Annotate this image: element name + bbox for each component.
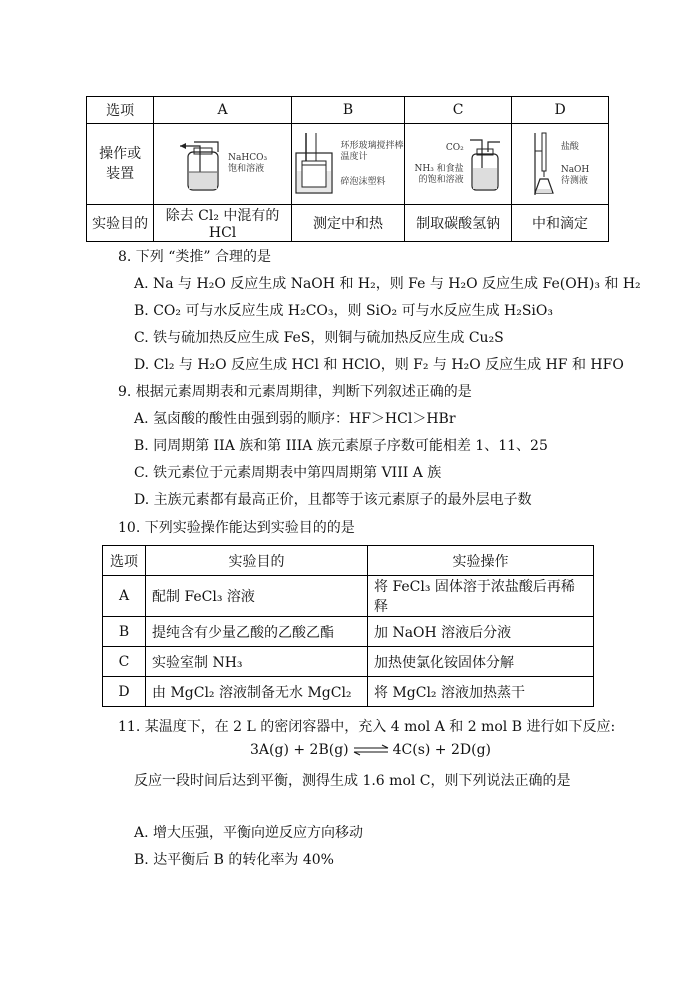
experiment-table: [102, 545, 594, 707]
row-option: B: [103, 617, 146, 647]
purpose-b: 测定中和热: [291, 205, 404, 242]
row-operation: 将 FeCl₃ 固体溶于浓盐酸后再稀释: [368, 576, 594, 617]
row-purpose: 实验室制 NH₃: [146, 647, 368, 677]
header-operation: 实验操作: [368, 546, 594, 576]
reaction-equation: [250, 742, 491, 758]
header-c: C: [405, 97, 512, 124]
question-11-stem: 11. 某温度下，在 2 L 的密闭容器中，充入 4 mol A 和 2 mol B 进行如下反应:: [118, 719, 616, 735]
fig-cell-c: [405, 124, 512, 205]
fig-a-label-1: NaHCO₃: [228, 153, 268, 163]
bubbling-bottle-icon: [468, 134, 502, 194]
fig-d-label-3: 待测液: [560, 175, 588, 186]
question-10-stem: 10. 下列实验操作能达到实验目的的是: [118, 520, 355, 536]
table-row: [103, 647, 594, 677]
fig-b-label-3: 碎泡沫塑料: [340, 176, 386, 187]
row-operation: 将 MgCl₂ 溶液加热蒸干: [368, 677, 594, 707]
gas-washing-bottle-icon: [178, 134, 224, 194]
equilibrium-arrow-icon: [353, 744, 389, 756]
fig-cell-b: [291, 124, 404, 205]
row-option: D: [103, 677, 146, 707]
row-label-purpose: 实验目的: [87, 205, 154, 242]
row-purpose: 提纯含有少量乙酸的乙酸乙酯: [146, 617, 368, 647]
header-purpose: 实验目的: [146, 546, 368, 576]
option-c: C. 铁元素位于元素周期表中第四周期第 VIII A 族: [134, 465, 442, 481]
table-row: [103, 677, 594, 707]
fig-cell-d: [512, 124, 609, 205]
table-row: [103, 576, 594, 617]
row-operation: 加热使氯化铵固体分解: [368, 647, 594, 677]
fig-a-label-2: 饱和溶液: [228, 164, 265, 174]
fig-d-label-2: NaOH: [560, 164, 590, 175]
fig-c-label-1: CO₂: [445, 142, 464, 153]
option-b: B. 同周期第 IIA 族和第 IIIA 族元素原子序数可能相差 1、11、25: [134, 438, 548, 454]
titration-burette-icon: [531, 131, 557, 197]
question-stem: 9. 根据元素周期表和元素周期律，判断下列叙述正确的是: [118, 384, 472, 400]
fig-c-label-2: NH₃ 和食盐: [414, 163, 464, 174]
purpose-a: 除去 Cl₂ 中混有的 HCl: [154, 205, 292, 242]
purpose-d: 中和滴定: [512, 205, 609, 242]
equation-reactants: 3A(g) + 2B(g): [250, 742, 349, 758]
header-b: B: [291, 97, 404, 124]
calorimeter-icon: [292, 131, 336, 197]
fig-b-label-2: 温度计: [340, 151, 368, 162]
row-purpose: 配制 FeCl₃ 溶液: [146, 576, 368, 617]
header-option: 选项: [103, 546, 146, 576]
row-purpose: 由 MgCl₂ 溶液制备无水 MgCl₂: [146, 677, 368, 707]
question-stem: 8. 下列 “类推” 合理的是: [118, 249, 272, 265]
header-option: 选项: [87, 97, 154, 124]
option-a: A. 氢卤酸的酸性由强到弱的顺序：HF＞HCl＞HBr: [134, 411, 456, 427]
row-option: A: [103, 576, 146, 617]
option-d: D. 主族元素都有最高正价，且都等于该元素原子的最外层电子数: [134, 492, 532, 508]
purpose-c: 制取碳酸氢钠: [405, 205, 512, 242]
question-11-stem-2: 反应一段时间后达到平衡，测得生成 1.6 mol C，则下列说法正确的是: [134, 773, 571, 789]
apparatus-table: [86, 96, 609, 242]
fig-b-label-1: 环形玻璃搅拌棒: [340, 140, 404, 151]
header-d: D: [512, 97, 609, 124]
option-b: B. 达平衡后 B 的转化率为 40%: [134, 852, 334, 868]
row-operation: 加 NaOH 溶液后分液: [368, 617, 594, 647]
fig-cell-a: [154, 124, 292, 205]
equation-products: 4C(s) + 2D(g): [392, 742, 492, 758]
option-b: B. CO₂ 可与水反应生成 H₂CO₃，则 SiO₂ 可与水反应生成 H₂SiO₃: [134, 303, 554, 319]
table-row: [103, 617, 594, 647]
option-a: A. Na 与 H₂O 反应生成 NaOH 和 H₂，则 Fe 与 H₂O 反应生成 Fe(OH)₃ 和 H₂: [134, 276, 641, 292]
fig-d-label-1: 盐酸: [560, 141, 579, 152]
option-d: D. Cl₂ 与 H₂O 反应生成 HCl 和 HClO，则 F₂ 与 H₂O 反应生成 HF 和 HFO: [134, 357, 624, 373]
row-label-apparatus: 操作或 装置: [87, 124, 154, 205]
row-option: C: [103, 647, 146, 677]
option-a: A. 增大压强，平衡向逆反应方向移动: [134, 825, 364, 841]
option-c: C. 铁与硫加热反应生成 FeS，则铜与硫加热反应生成 Cu₂S: [134, 330, 504, 346]
header-a: A: [154, 97, 292, 124]
fig-c-label-3: 的饱和溶液: [418, 174, 464, 185]
